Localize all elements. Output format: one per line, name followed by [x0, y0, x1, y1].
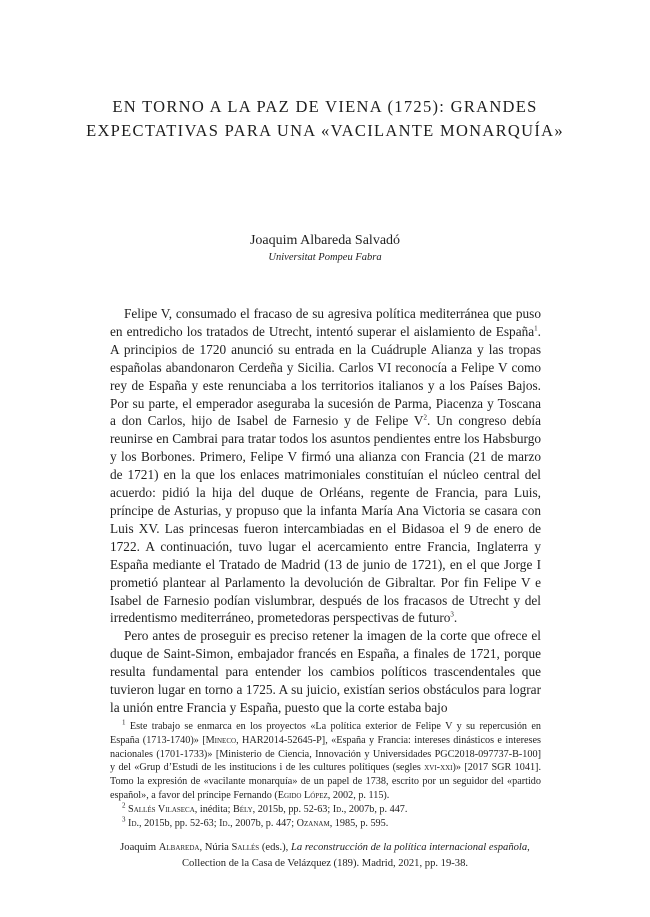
footnote-1-text-a: Este trabajo se enmarca en los proyectos «La política exterior de Felipe V y su repercusión en España (1713-1740)» [ [110, 721, 541, 746]
footnote-1-text-c: )» [2017 SGR 1041]. Tomo la expresión de «vacilante monarquía» de un papel de 1738, escrito por un seguidor del «partido español», a favor del príncipe Fernando ( [110, 762, 541, 801]
footnote-1-number: 1 [122, 718, 126, 727]
footnote-3-text-a: , 2015b, pp. 52-63; [139, 817, 220, 829]
author-affiliation: Universitat Pompeu Fabra [268, 252, 382, 263]
footnote-ref-3[interactable]: 3 [450, 610, 454, 619]
paragraph-1-part-a: Felipe V, consumado el fracaso de su agresiva política mediterránea que puso en entredicho los tratados de Utrecht, intentó superar el aislamiento de España [110, 306, 541, 339]
footnote-2-text-c: , 2007b, p. 447. [343, 803, 408, 815]
title-line-1: EN TORNO A LA PAZ DE VIENA (1725): GRANDES [112, 97, 538, 116]
footnote-2-bely: Bély [232, 803, 253, 815]
footnote-3-ozanam: Ozanam [296, 817, 330, 829]
footnote-3-id: Id. [128, 817, 140, 829]
footnote-3-text-b: , 2007b, p. 447; [230, 817, 297, 829]
citation-text-c: (eds.), [259, 842, 291, 853]
footnote-1-egido: Egido López [277, 789, 328, 801]
body-text [110, 305, 541, 717]
book-citation [0, 840, 650, 872]
paragraph-1-part-c: . Un congreso debía reunirse en Cambrai para tratar todos los asuntos pendientes entre los Habsburgo y los Borbones. Primero, Felipe V firmó una alianza con Francia (21 de marzo de 1721) en la que los enlaces matrimoniales constituían el núcleo central del acuerdo: pidió la hija del duque de Orléans, regente de Francia, para Luis, príncipe de Asturias, y propuso que la infanta María Ana Victoria se casara con Luis XV. Las princesas fueron intercambiadas en el Bidasoa el 9 de enero de 1722. A continuación, tuvo lugar el acercamiento entre Francia, Inglaterra y España mediante el Tratado de Madrid (13 de junio de 1721), en el que Jorge I prometió plantear al Parlamento la devolución de Gibraltar. Por fin Felipe V e Isabel de Farnesio podían vislumbrar, después de los fracasos de Utrecht y del irredentismo mediterráneo, prometedoras perspectivas de futuro [110, 413, 542, 626]
footnote-3-number: 3 [122, 815, 126, 824]
footnote-2-text-b: , 2015b, pp. 52-63; [252, 803, 333, 815]
footnote-ref-1[interactable]: 1 [534, 324, 538, 333]
title-line-2: EXPECTATIVAS PARA UNA «VACILANTE MONARQUÍA» [86, 121, 564, 140]
footnote-3-text-c: , 1985, p. 595. [329, 817, 389, 829]
footnote-1-text-b: , HAR2014-52645-P], «España y Francia: intereses dinásticos e intereses nacionales (1701-1733)» [Ministerio de Ciencia, Innovación y Universidades PGC2018-097737-B-100] y del «Grup d’Estudi de les institucions i de les cultures polítiques (segles [110, 734, 541, 774]
citation-text-d: , [527, 842, 530, 853]
citation-book-title: La reconstrucción de la política internacional española [290, 842, 528, 853]
article-title [0, 95, 650, 143]
footnotes [110, 720, 541, 830]
footnote-1-mineco: Mineco [205, 734, 237, 746]
paragraph-1-part-b: . A principios de 1720 anunció su entrada en la Cuádruple Alianza y las tropas españolas abandonaron Cerdeña y Sicilia. Carlos VI reconocía a Felipe V como rey de España y este renunciaba a los territorios italianos y a los Países Bajos. Por su parte, el emperador aseguraba la sucesión de Parma, Piacenza y Toscana a don Carlos, hijo de Isabel de Farnesio y de Felipe V [110, 323, 541, 429]
footnote-3-id-2: Id. [219, 817, 231, 829]
paragraph-1-part-d: . [453, 610, 458, 626]
footnote-1 [110, 720, 541, 803]
citation-line-2: Collection de la Casa de Velázquez (189). Madrid, 2021, pp. 19-38. [181, 858, 469, 869]
paragraph-2: Pero antes de proseguir es preciso retener la imagen de la corte que ofrece el duque de Saint-Simon, embajador francés en España, a finales de 1721, porque resulta fundamental para entender los cambios políticos trascendentales que tuvieron lugar en torno a 1725. A su juicio, existían serios obstáculos para lograr la unión entre Francia y España, puesto que la corte estaba bajo [110, 628, 541, 715]
footnote-2-id: Id. [332, 803, 344, 815]
footnote-2-salles: Sallés Vilaseca [128, 803, 195, 815]
footnote-2-text-a: , inédita; [194, 803, 233, 815]
citation-editor-1: Albareda [158, 842, 200, 853]
citation-editor-2: Sallés [231, 842, 260, 853]
footnote-3 [110, 817, 541, 831]
footnote-ref-2[interactable]: 2 [423, 414, 428, 423]
footnote-1-text-d: , 2002, p. 115). [327, 789, 390, 801]
footnote-1-centuries: xvi-xxi [424, 762, 453, 774]
footnote-2-number: 2 [122, 801, 126, 810]
citation-line-1 [0, 840, 650, 856]
author-name: Joaquim Albareda Salvadó [249, 233, 401, 248]
paragraph-1 [110, 305, 541, 627]
footnote-2 [110, 803, 541, 817]
citation-text-b: , Núria [199, 842, 232, 853]
citation-text-a: Joaquim [120, 842, 159, 853]
